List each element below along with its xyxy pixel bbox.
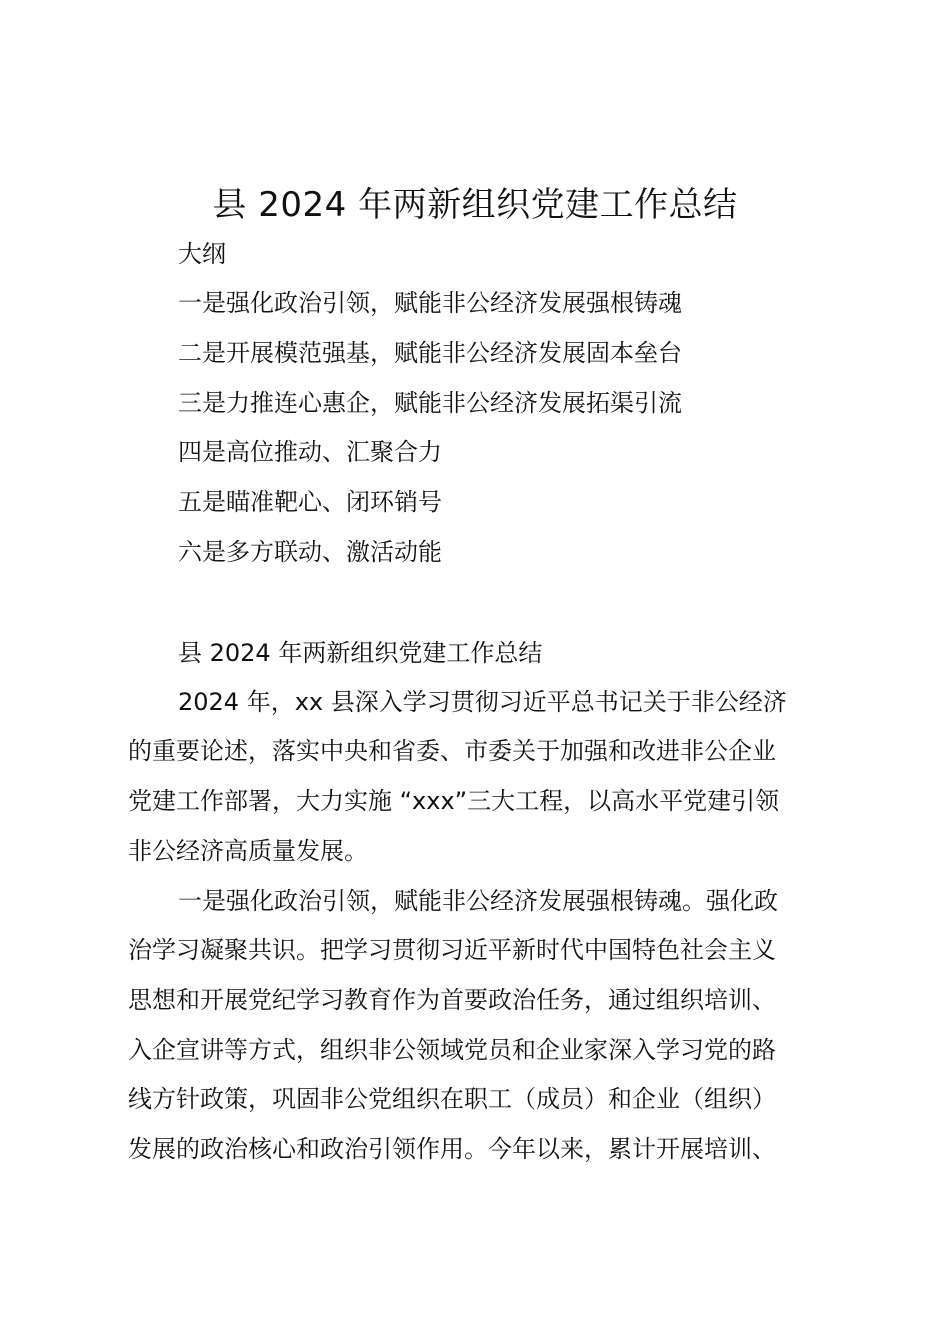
outline-item: 五是瞄准靶心、闭环销号	[178, 488, 442, 516]
outline-label: 大纲	[178, 240, 226, 268]
paragraph-line: 党建工作部署，大力实施 “xxx”三大工程，以高水平党建引领	[128, 787, 780, 815]
paragraph-line: 发展的政治核心和政治引领作用。今年以来，累计开展培训、	[128, 1135, 776, 1163]
paragraph-line: 2024 年，xx 县深入学习贯彻习近平总书记关于非公经济	[178, 688, 787, 716]
paragraph-line: 入企宣讲等方式，组织非公领域党员和企业家深入学习党的路	[128, 1036, 776, 1064]
outline-item: 四是高位推动、汇聚合力	[178, 438, 442, 466]
paragraph-line: 一是强化政治引领，赋能非公经济发展强根铸魂。强化政	[178, 887, 778, 915]
outline-item: 二是开展模范强基，赋能非公经济发展固本垒台	[178, 339, 682, 367]
paragraph-line: 治学习凝聚共识。把学习贯彻习近平新时代中国特色社会主义	[128, 936, 776, 964]
body-subtitle: 县 2024 年两新组织党建工作总结	[178, 639, 543, 667]
paragraph-line: 的重要论述，落实中央和省委、市委关于加强和改进非公企业	[128, 737, 776, 765]
outline-item: 一是强化政治引领，赋能非公经济发展强根铸魂	[178, 289, 682, 317]
outline-item: 六是多方联动、激活动能	[178, 538, 442, 566]
paragraph-line: 非公经济高质量发展。	[128, 837, 368, 865]
paragraph-line: 线方针政策，巩固非公党组织在职工（成员）和企业（组织）	[128, 1085, 776, 1113]
document-title: 县 2024 年两新组织党建工作总结	[212, 185, 738, 225]
paragraph-line: 思想和开展党纪学习教育作为首要政治任务，通过组织培训、	[128, 986, 776, 1014]
outline-item: 三是力推连心惠企，赋能非公经济发展拓渠引流	[178, 389, 682, 417]
